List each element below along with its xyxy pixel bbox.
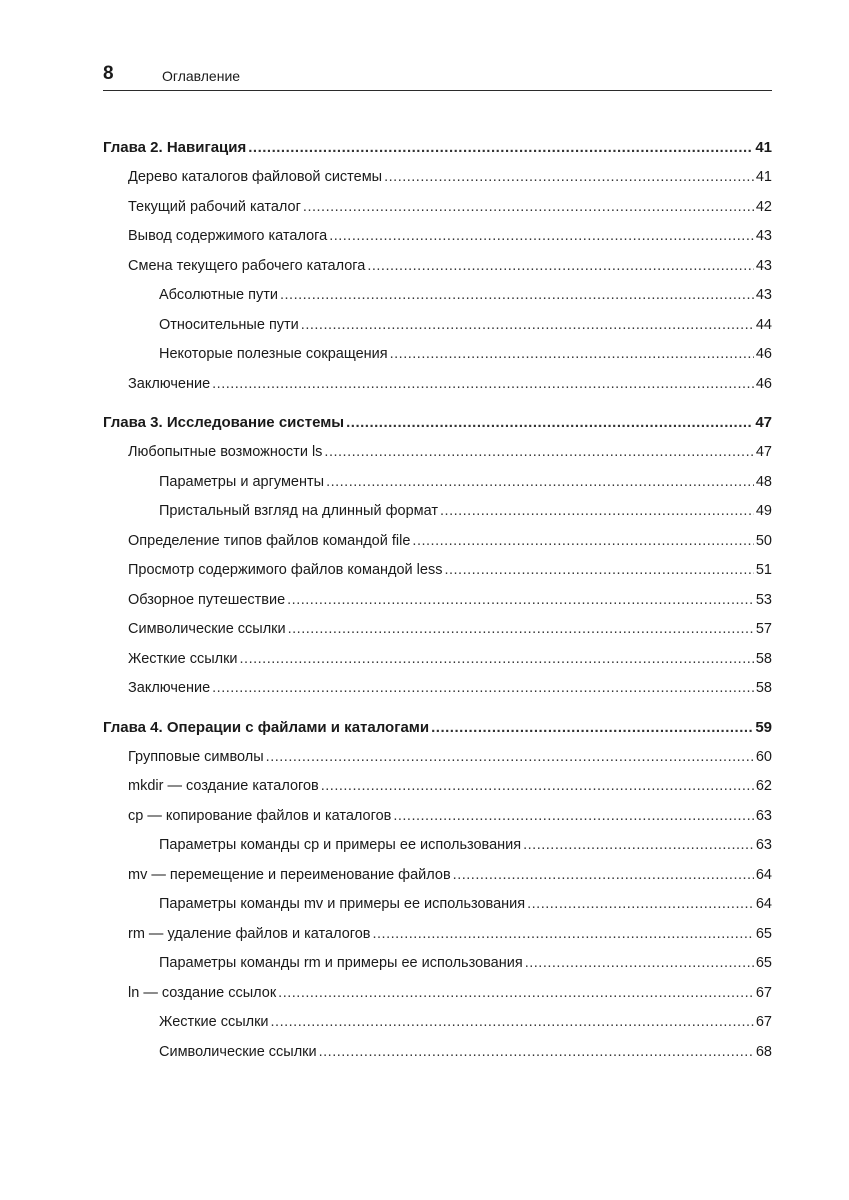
toc-entry-title: Групповые символы: [128, 748, 264, 765]
toc-entry-title: Заключение: [128, 375, 211, 392]
dot-leader: [444, 556, 753, 586]
toc-page-number: 64: [755, 866, 772, 883]
toc-chapter: [103, 408, 772, 704]
dot-leader: [287, 586, 754, 616]
toc-page-number: 57: [755, 621, 772, 637]
dot-leader: [527, 890, 754, 920]
toc-entry-title: Определение типов файлов командой file: [128, 532, 411, 549]
toc-page-number: 50: [755, 532, 772, 549]
toc-page-number: 58: [755, 650, 772, 667]
toc-page-number: 62: [755, 778, 772, 794]
toc-entry: [103, 979, 772, 1009]
toc-entry-title: Относительные пути: [159, 316, 299, 333]
toc-entry-title: Символические ссылки: [159, 1043, 317, 1060]
toc-entry-title: Параметры команды rm и примеры ее использования: [159, 955, 523, 971]
dot-leader: [523, 831, 754, 861]
toc-entry-title: Абсолютные пути: [159, 287, 278, 303]
dot-leader: [303, 193, 754, 223]
toc-entry-title: mv — перемещение и переименование файлов: [128, 866, 451, 883]
toc-page-number: 46: [755, 375, 772, 392]
toc-entry-title: Параметры и аргументы: [159, 473, 325, 490]
toc-page-number: 64: [755, 896, 772, 912]
dot-leader: [390, 340, 754, 370]
toc-entry-title: Текущий рабочий каталог: [128, 198, 301, 215]
toc-entry-title: Заключение: [128, 680, 211, 696]
toc-entry: [103, 861, 772, 891]
toc-entry: [103, 438, 772, 468]
dot-leader: [212, 370, 754, 400]
toc-entry: [103, 497, 772, 527]
toc-page-number: 41: [755, 169, 772, 185]
toc-entry-title: Смена текущего рабочего каталога: [128, 257, 366, 274]
dot-leader: [431, 713, 753, 743]
toc-chapter-heading: [103, 713, 772, 743]
dot-leader: [280, 281, 754, 311]
toc-entry: [103, 252, 772, 282]
dot-leader: [324, 438, 753, 468]
toc-entry: [103, 468, 772, 498]
running-header: [103, 62, 772, 91]
toc-entry: [103, 193, 772, 223]
dot-leader: [319, 1038, 754, 1068]
toc-entry: [103, 890, 772, 920]
toc-entry-title: Жесткие ссылки: [159, 1014, 269, 1030]
toc-page-number: 49: [755, 503, 772, 519]
toc-page-number: 63: [755, 837, 772, 853]
toc-entry: [103, 1038, 772, 1068]
toc-entry: [103, 831, 772, 861]
toc-entry-title: Некоторые полезные сокращения: [159, 346, 388, 362]
toc-page-number: 41: [755, 139, 772, 156]
dot-leader: [440, 497, 754, 527]
toc-entry-title: Символические ссылки: [128, 621, 286, 637]
toc-page-number: 42: [755, 198, 772, 215]
toc-page-number: 51: [755, 562, 772, 578]
toc-entry: [103, 163, 772, 193]
toc-entry-title: Параметры команды mv и примеры ее использования: [159, 896, 526, 912]
table-of-contents: [103, 133, 772, 1067]
toc-entry: [103, 222, 772, 252]
dot-leader: [393, 802, 754, 832]
dot-leader: [248, 133, 753, 163]
toc-entry: [103, 311, 772, 341]
toc-chapter: [103, 713, 772, 1068]
toc-page-number: 65: [755, 955, 772, 971]
dot-leader: [412, 527, 753, 557]
dot-leader: [453, 861, 754, 891]
toc-chapter-heading: [103, 133, 772, 163]
toc-entry-title: cp — копирование файлов и каталогов: [128, 807, 392, 824]
toc-page-number: 67: [755, 984, 772, 1001]
page-number: 8: [103, 63, 114, 84]
toc-page-number: 43: [755, 257, 772, 274]
toc-page-number: 48: [755, 473, 772, 490]
toc-page-number: 44: [755, 316, 772, 333]
toc-entry: [103, 340, 772, 370]
dot-leader: [278, 979, 754, 1009]
toc-entry: [103, 772, 772, 802]
dot-leader: [384, 163, 754, 193]
dot-leader: [271, 1008, 754, 1038]
toc-page-number: 43: [755, 287, 772, 303]
toc-page-number: 68: [755, 1043, 772, 1060]
toc-chapter-title: Глава 3. Исследование системы: [103, 414, 345, 431]
toc-entry-title: Просмотр содержимого файлов командой less: [128, 562, 443, 578]
toc-page-number: 67: [755, 1014, 772, 1030]
toc-entry: [103, 674, 772, 704]
toc-page-number: 46: [755, 346, 772, 362]
toc-entry-title: Любопытные возможности ls: [128, 444, 323, 460]
toc-page-number: 43: [755, 228, 772, 244]
dot-leader: [212, 674, 754, 704]
toc-chapter-title: Глава 2. Навигация: [103, 139, 247, 156]
toc-page-number: 58: [755, 680, 772, 696]
toc-entry-title: Пристальный взгляд на длинный формат: [159, 503, 439, 519]
toc-entry-title: Дерево каталогов файловой системы: [128, 169, 383, 185]
toc-entry: [103, 556, 772, 586]
toc-entry: [103, 370, 772, 400]
dot-leader: [266, 743, 754, 773]
toc-page-number: 59: [755, 718, 772, 736]
dot-leader: [329, 222, 754, 252]
toc-entry: [103, 281, 772, 311]
toc-entry: [103, 743, 772, 773]
dot-leader: [301, 311, 754, 341]
toc-entry-title: Жесткие ссылки: [128, 650, 238, 667]
dot-leader: [346, 408, 753, 438]
toc-entry-title: Обзорное путешествие: [128, 591, 286, 608]
toc-page-number: 60: [755, 748, 772, 765]
dot-leader: [240, 645, 754, 675]
dot-leader: [367, 252, 754, 282]
toc-chapter-heading: [103, 408, 772, 438]
toc-entry-title: Вывод содержимого каталога: [128, 228, 328, 244]
dot-leader: [525, 949, 754, 979]
toc-entry: [103, 1008, 772, 1038]
toc-chapter-title: Глава 4. Операции с файлами и каталогами: [103, 718, 430, 736]
toc-entry: [103, 645, 772, 675]
toc-entry-title: rm — удаление файлов и каталогов: [128, 925, 371, 942]
toc-page-number: 65: [755, 925, 772, 942]
running-title: Оглавление: [162, 68, 241, 84]
toc-entry: [103, 949, 772, 979]
toc-entry: [103, 527, 772, 557]
toc-page-number: 47: [755, 444, 772, 460]
toc-entry: [103, 615, 772, 645]
toc-chapter: [103, 133, 772, 399]
toc-page-number: 47: [755, 414, 772, 431]
toc-entry: [103, 586, 772, 616]
toc-entry: [103, 920, 772, 950]
dot-leader: [288, 615, 754, 645]
dot-leader: [373, 920, 754, 950]
toc-entry: [103, 802, 772, 832]
toc-page-number: 53: [755, 591, 772, 608]
dot-leader: [321, 772, 754, 802]
dot-leader: [326, 468, 754, 498]
toc-entry-title: mkdir — создание каталогов: [128, 778, 319, 794]
toc-entry-title: ln — создание ссылок: [128, 984, 277, 1001]
toc-page-number: 63: [755, 807, 772, 824]
toc-entry-title: Параметры команды cp и примеры ее использования: [159, 837, 522, 853]
